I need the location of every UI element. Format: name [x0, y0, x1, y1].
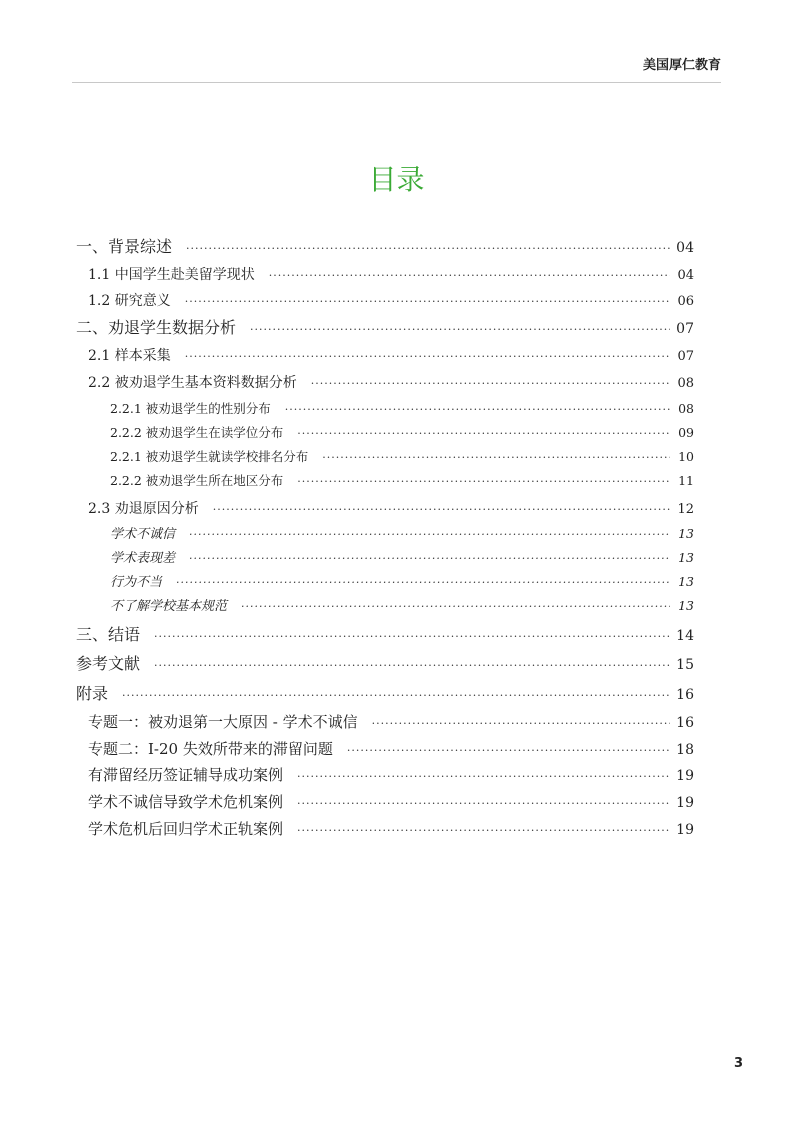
- toc-entry-page: 19: [676, 768, 694, 784]
- toc-leader-dots: [297, 771, 670, 782]
- toc-entry-label: 一、背景综述: [76, 237, 173, 256]
- toc-entry-page: 16: [676, 715, 694, 731]
- toc-entry[interactable]: [76, 715, 694, 730]
- toc-leader-dots: [185, 296, 670, 307]
- toc-entry[interactable]: [76, 742, 694, 757]
- toc-entry[interactable]: [76, 320, 694, 336]
- toc-leader-dots: [322, 452, 670, 463]
- toc-leader-dots: [269, 270, 670, 281]
- toc-entry-page: 04: [677, 268, 694, 283]
- table-of-contents: [76, 0, 694, 1122]
- toc-entry[interactable]: [76, 427, 694, 440]
- toc-entry-label: 专题一：被劝退第一大原因 - 学术不诚信: [88, 713, 358, 731]
- toc-entry-label: 2.2.2 被劝退学生在读学位分布: [110, 425, 284, 440]
- toc-leader-dots: [372, 718, 670, 729]
- toc-entry[interactable]: [76, 451, 694, 464]
- toc-entry-page: 13: [678, 550, 694, 565]
- toc-leader-dots: [297, 476, 670, 487]
- toc-entry[interactable]: [76, 528, 694, 541]
- toc-entry[interactable]: [76, 656, 694, 672]
- toc-leader-dots: [154, 660, 670, 671]
- toc-leader-dots: [185, 351, 670, 362]
- toc-entry-page: 16: [676, 687, 694, 703]
- toc-entry-page: 18: [676, 742, 694, 758]
- toc-entry-page: 13: [678, 526, 694, 541]
- toc-leader-dots: [189, 529, 670, 540]
- toc-entry-label: 不了解学校基本规范: [110, 599, 228, 614]
- toc-entry[interactable]: [76, 576, 694, 589]
- toc-leader-dots: [189, 553, 670, 564]
- toc-entry[interactable]: [76, 502, 694, 516]
- toc-entry-label: 2.2 被劝退学生基本资料数据分析: [88, 375, 297, 391]
- toc-entry-label: 2.2.1 被劝退学生就读学校排名分布: [110, 449, 309, 464]
- toc-entry[interactable]: [76, 795, 694, 810]
- toc-entry[interactable]: [76, 600, 694, 613]
- toc-entry-page: 08: [678, 401, 694, 416]
- toc-leader-dots: [285, 404, 670, 415]
- toc-entry-page: 19: [676, 822, 694, 838]
- toc-entry[interactable]: [76, 686, 694, 702]
- toc-entry-label: 学术不诚信: [110, 527, 176, 542]
- toc-entry-label: 行为不当: [110, 575, 163, 590]
- toc-entry-page: 11: [678, 473, 694, 488]
- page-number: 3: [733, 1056, 743, 1071]
- toc-leader-dots: [122, 690, 670, 701]
- toc-entry[interactable]: [76, 294, 694, 308]
- toc-entry-label: 2.2.2 被劝退学生所在地区分布: [110, 473, 284, 488]
- toc-entry[interactable]: [76, 376, 694, 390]
- toc-entry-page: 13: [678, 574, 694, 589]
- toc-leader-dots: [297, 825, 670, 836]
- toc-entry-page: 14: [676, 628, 694, 644]
- toc-entry[interactable]: [76, 552, 694, 565]
- toc-entry-label: 学术危机后回归学术正轨案例: [88, 820, 284, 838]
- toc-entry[interactable]: [76, 403, 694, 416]
- toc-entry-page: 07: [676, 321, 694, 337]
- toc-entry-label: 2.3 劝退原因分析: [88, 501, 199, 517]
- toc-entry-label: 2.1 样本采集: [88, 348, 171, 364]
- toc-entry[interactable]: [76, 822, 694, 837]
- toc-entry-page: 08: [677, 376, 694, 391]
- toc-entry-page: 04: [676, 240, 694, 256]
- toc-leader-dots: [311, 378, 670, 389]
- toc-entry-label: 有滞留经历签证辅导成功案例: [88, 766, 284, 784]
- toc-entry-page: 07: [677, 349, 694, 364]
- toc-entry[interactable]: [76, 768, 694, 783]
- toc-leader-dots: [213, 504, 670, 515]
- toc-entry-label: 1.2 研究意义: [88, 293, 171, 309]
- toc-leader-dots: [347, 745, 670, 756]
- toc-entry-label: 参考文献: [76, 654, 141, 673]
- header-org-name: 美国厚仁教育: [642, 58, 721, 73]
- toc-entry-label: 附录: [76, 684, 109, 703]
- toc-entry-page: 13: [678, 598, 694, 613]
- toc-entry-page: 10: [678, 449, 694, 464]
- toc-entry-label: 2.2.1 被劝退学生的性别分布: [110, 401, 271, 416]
- toc-entry-page: 12: [677, 502, 694, 517]
- toc-entry-label: 专题二：I-20 失效所带来的滞留问题: [88, 740, 333, 758]
- toc-entry-page: 15: [676, 657, 694, 673]
- toc-entry-label: 1.1 中国学生赴美留学现状: [88, 267, 255, 283]
- toc-entry-label: 学术表现差: [110, 551, 176, 566]
- toc-entry[interactable]: [76, 268, 694, 282]
- toc-entry[interactable]: [76, 475, 694, 488]
- toc-leader-dots: [241, 601, 670, 612]
- toc-title: 目录: [368, 163, 425, 196]
- toc-entry-label: 学术不诚信导致学术危机案例: [88, 793, 284, 811]
- toc-leader-dots: [186, 243, 670, 254]
- toc-entry-label: 三、结语: [76, 625, 141, 644]
- toc-entry[interactable]: [76, 239, 694, 255]
- toc-entry[interactable]: [76, 627, 694, 643]
- toc-entry-page: 06: [677, 294, 694, 309]
- toc-leader-dots: [297, 428, 670, 439]
- toc-leader-dots: [250, 324, 670, 335]
- toc-leader-dots: [176, 577, 670, 588]
- toc-entry[interactable]: [76, 349, 694, 363]
- toc-entry-label: 二、劝退学生数据分析: [76, 318, 237, 337]
- toc-leader-dots: [297, 798, 670, 809]
- toc-entry-page: 19: [676, 795, 694, 811]
- toc-entry-page: 09: [678, 425, 694, 440]
- toc-leader-dots: [154, 631, 670, 642]
